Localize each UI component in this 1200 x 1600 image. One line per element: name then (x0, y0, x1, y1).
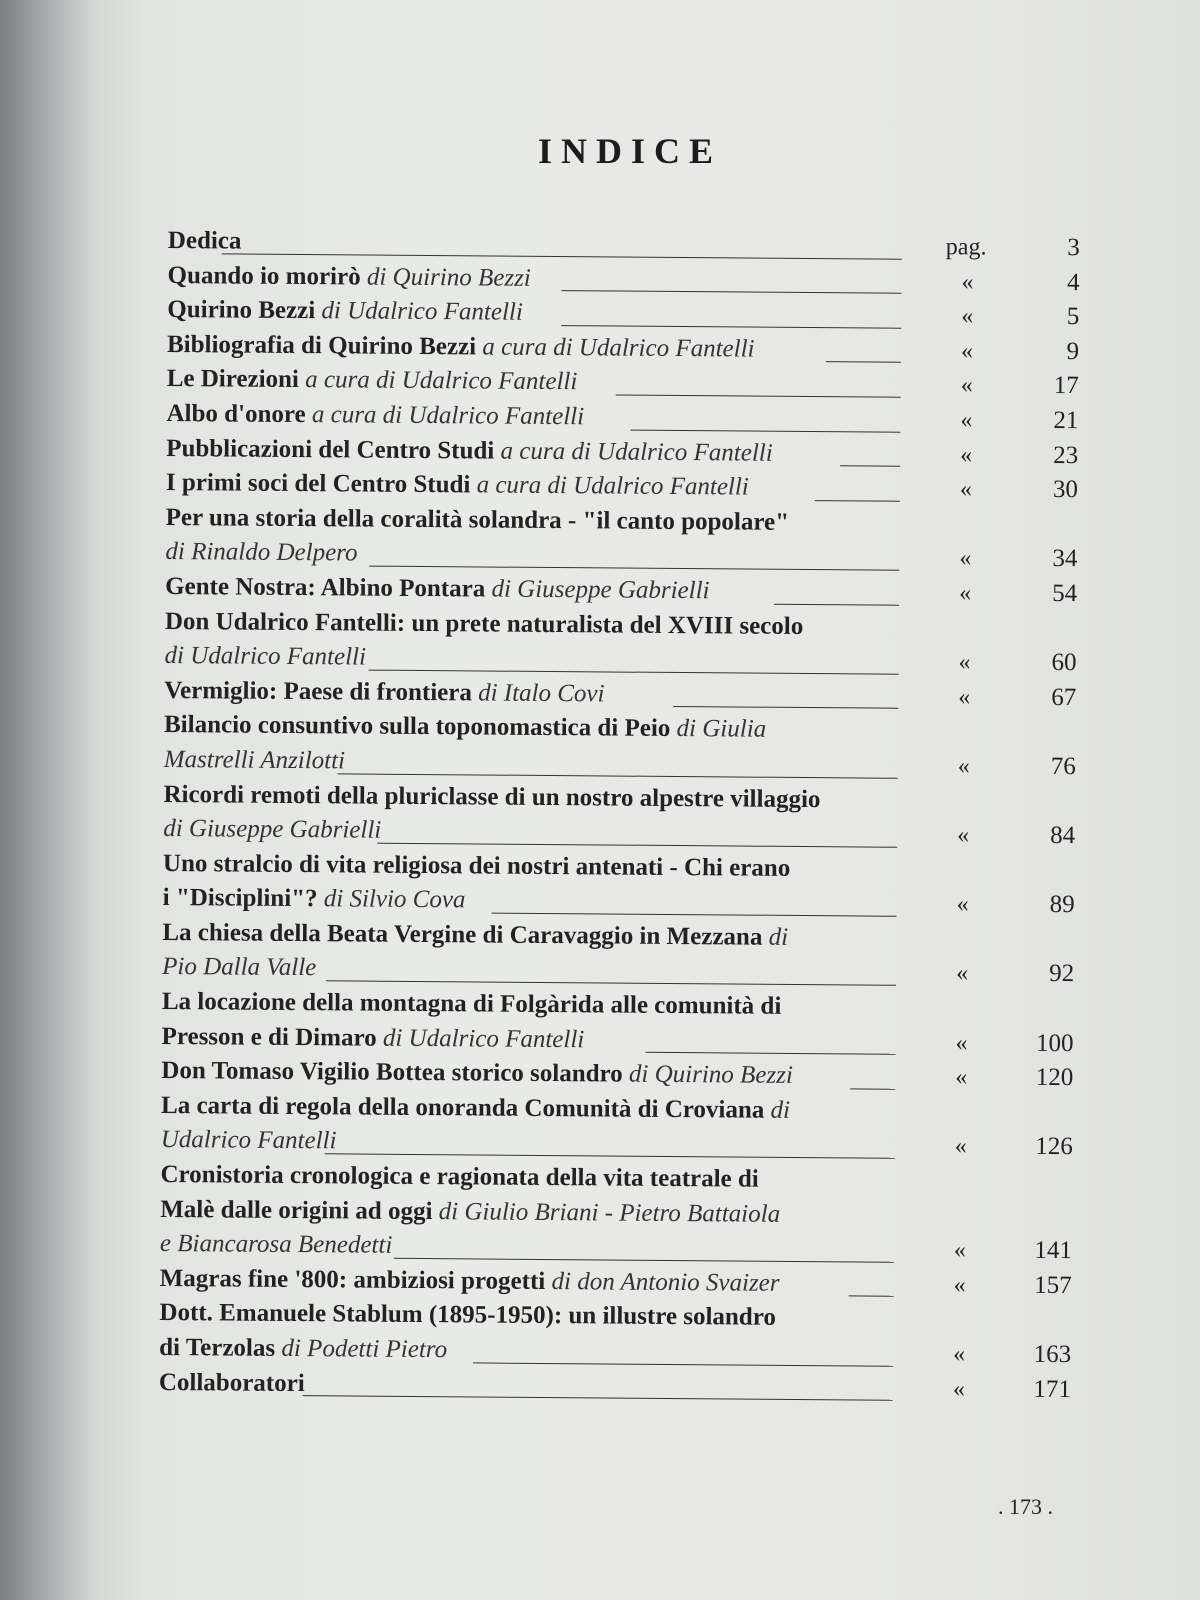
page-ref-label: « (953, 1237, 967, 1264)
page-ref-number: 34 (1052, 545, 1078, 573)
toc-entry-line (159, 1366, 1071, 1408)
toc-entry-author: Udalrico Fantelli (160, 1126, 337, 1155)
page-ref-label: pag. (945, 234, 987, 261)
toc-entry-author: di Italo Covi (478, 679, 605, 708)
toc-entry-author: e Biancarosa Benedetti (159, 1230, 393, 1260)
page-ref-label: « (957, 822, 970, 849)
page-ref-number: 3 (1067, 234, 1080, 262)
page-ref-label: « (958, 683, 971, 711)
page-ref-label: « (960, 372, 973, 399)
leader-line (646, 1052, 896, 1055)
toc-entry (159, 1296, 1072, 1372)
leader-line (492, 912, 897, 916)
page-ref-number: 67 (1051, 683, 1077, 711)
leader-line (840, 465, 900, 466)
toc-entry-author: di Silvio Cova (323, 885, 466, 914)
toc-entry-title: Presson e di Dimaro (161, 1022, 384, 1052)
page-ref-label: « (953, 1341, 966, 1368)
leader-line (616, 394, 901, 397)
leader-line (325, 1153, 895, 1158)
toc-entry-title: Gente Nostra: Albino Pontara (165, 572, 492, 603)
page-ref-label: « (955, 1064, 968, 1091)
page-ref-label: « (959, 545, 972, 572)
leader-line (473, 1362, 893, 1366)
leader-line (377, 842, 897, 847)
toc-entry-author: Pio Dalla Valle (162, 953, 317, 982)
toc-entry-title: Malè dalle origini ad oggi (160, 1195, 439, 1225)
toc-entry (162, 916, 1075, 992)
leader-line (303, 1395, 893, 1401)
toc-entry-author: di Rinaldo Delpero (165, 538, 358, 567)
page-ref-number: 5 (1066, 303, 1080, 331)
toc-entry (159, 1366, 1071, 1408)
toc-entry-author: di (768, 923, 789, 951)
toc-entry-title: Vermiglio: Paese di frontiera (164, 676, 479, 707)
toc-entry-title: Dott. Emanuele Stablum (1895-1950): un illustre solandro (159, 1299, 777, 1332)
page-ref-number: 76 (1050, 752, 1076, 781)
page-ref-number: 9 (1066, 337, 1080, 365)
toc-entry-title: La carta di regola della onoranda Comunità di Croviana (160, 1091, 771, 1124)
page-ref (944, 472, 1078, 508)
leader-line (561, 325, 901, 329)
toc-entry-author: di Udalrico Fantelli (164, 642, 367, 671)
toc-entry-title: di Terzolas (159, 1333, 282, 1362)
page-ref-number: 171 (1033, 1375, 1071, 1403)
page-ref (946, 230, 1080, 266)
page-ref (945, 265, 1079, 301)
page-ref-number: 21 (1053, 406, 1079, 435)
page-ref (942, 645, 1076, 681)
leader-line (774, 603, 899, 605)
page-ref-number: 100 (1035, 1029, 1074, 1057)
toc-entry-title: Dedica (167, 226, 242, 255)
leader-line (815, 500, 900, 502)
page-ref (945, 334, 1079, 370)
leader-line (369, 669, 899, 674)
toc-entry-title: Collaboratori (158, 1368, 305, 1397)
page-ref-label: « (952, 1375, 965, 1402)
page-ref (941, 818, 1075, 854)
toc-entry (165, 501, 1078, 577)
page-ref (939, 1026, 1073, 1062)
table-of-contents (159, 224, 1080, 1407)
page-ref (944, 438, 1078, 474)
page-title: INDICE (538, 131, 723, 171)
toc-entry-title: Don Tomaso Vigilio Bottea storico solandro (161, 1057, 630, 1088)
page-ref-number: 126 (1035, 1133, 1073, 1161)
page-ref (938, 1268, 1072, 1304)
page-ref-label: « (954, 1133, 967, 1160)
toc-entry-author: di Giulia (676, 715, 767, 744)
page-ref (941, 887, 1075, 923)
toc-entry-author: a cura di Udalrico Fantelli (311, 401, 585, 431)
page-ref-number: 60 (1051, 649, 1077, 677)
toc-entry (163, 847, 1076, 923)
toc-entry-title: Bibliografia di Quirino Bezzi (166, 330, 483, 361)
leader-line (394, 1258, 894, 1263)
page-ref-number: 54 (1052, 579, 1078, 608)
toc-entry-title: Pubblicazioni del Centro Studi (166, 434, 501, 465)
page-ref-label: « (958, 649, 971, 676)
toc-entry-author: di Giuseppe Gabrielli (491, 575, 710, 605)
book-spine (0, 0, 100, 1600)
page-ref-label: « (961, 268, 974, 295)
toc-entry-author: Mastrelli Anzilotti (163, 745, 346, 775)
toc-entry-title: La chiesa della Beata Vergine di Caravaggio in Mezzana (162, 918, 769, 951)
page-ref-number: 92 (1049, 960, 1075, 988)
page-ref-label: « (956, 891, 969, 918)
toc-entry-title: Bilancio consuntivo sulla toponomastica di Peio (163, 711, 677, 743)
page-ref (945, 368, 1079, 404)
toc-entry-author: a cura di Udalrico Fantelli (476, 471, 749, 501)
toc-entry-title: Ricordi remoti della pluriclasse di un nostro alpestre villaggio (163, 780, 821, 813)
page-ref (942, 749, 1076, 785)
toc-entry-title: Quirino Bezzi (167, 296, 322, 325)
toc-entry-author: a cura di Udalrico Fantelli (482, 333, 755, 363)
leader-line (222, 253, 902, 259)
page-ref (940, 957, 1074, 993)
page-ref (943, 541, 1077, 577)
page-ref-label: « (960, 338, 974, 365)
page-ref-number: 89 (1049, 891, 1075, 919)
toc-entry (163, 777, 1076, 853)
toc-entry-title: Don Udalrico Fantelli: un prete naturalista del XVIII secolo (164, 607, 804, 640)
page-ref-label: « (953, 1272, 966, 1299)
page-ref-number: 120 (1035, 1064, 1074, 1092)
leader-line (850, 1088, 895, 1089)
page-ref-number: 17 (1053, 372, 1079, 400)
toc-entry-author: di Quirino Bezzi (628, 1060, 793, 1090)
leader-line (561, 290, 901, 294)
page-ref-label: « (955, 1029, 968, 1056)
page-ref-label: « (956, 960, 969, 987)
page-ref (939, 1130, 1073, 1166)
toc-entry-title: La locazione della montagna di Folgàrida alle comunità di (161, 988, 782, 1020)
toc-entry-title: i "Disciplini"? (162, 884, 324, 913)
page-ref-number: 157 (1034, 1271, 1072, 1299)
toc-entry-author: di Udalrico Fantelli (382, 1024, 585, 1053)
toc-entry-title: Quando io morirò (167, 261, 368, 291)
leader-line (826, 362, 901, 364)
toc-entry (160, 1158, 1073, 1269)
toc-entry (161, 1089, 1074, 1165)
page-ref-number: 84 (1050, 822, 1076, 850)
page-ref-number: 141 (1034, 1237, 1073, 1265)
toc-entry-author: di don Antonio Svaizer (551, 1267, 780, 1297)
toc-entry-author: a cura di Udalrico Fantelli (305, 366, 578, 396)
toc-entry (161, 985, 1074, 1061)
page-ref (942, 680, 1076, 716)
leader-line (326, 980, 896, 985)
page-number-footer: . 173 . (998, 1494, 1053, 1519)
toc-entry (164, 605, 1077, 681)
toc-entry-author: di (770, 1096, 791, 1124)
toc-entry (164, 708, 1077, 784)
page-ref-label: « (959, 476, 973, 503)
page-ref (937, 1372, 1071, 1408)
leader-line (673, 706, 898, 709)
page-ref-label: « (957, 753, 970, 780)
page-ref-number: 4 (1066, 268, 1080, 296)
toc-entry-author: di Podetti Pietro (281, 1334, 448, 1364)
page-ref (937, 1337, 1071, 1373)
page-ref-label: « (960, 407, 973, 434)
leader-line (849, 1296, 894, 1297)
page-ref-label: « (961, 303, 974, 330)
toc-entry-author: di Giuseppe Gabrielli (163, 815, 382, 844)
leader-line (369, 566, 899, 571)
page-ref (939, 1060, 1073, 1096)
toc-entry-author: a cura di Udalrico Fantelli (500, 437, 773, 467)
page-ref (945, 299, 1079, 335)
toc-entry-title: Per una storia della coralità solandra - "il canto popolare" (165, 503, 790, 536)
page-ref-label: « (959, 580, 972, 607)
page-ref-number: 163 (1033, 1340, 1072, 1369)
page-ref-label: « (960, 441, 973, 468)
page-ref-number: 30 (1052, 476, 1079, 504)
toc-entry-title: Cronistoria cronologica e ragionata della vita teatrale di (160, 1161, 759, 1193)
toc-entry-author: di Quirino Bezzi (366, 263, 531, 292)
page-ref (944, 403, 1078, 439)
toc-entry-title: Uno stralcio di vita religiosa dei nostri antenati - Chi erano (162, 849, 791, 882)
toc-entry-author: di Udalrico Fantelli (321, 297, 523, 326)
page-ref (943, 576, 1077, 612)
page-ref (938, 1233, 1072, 1269)
toc-entry-title: Magras fine '800: ambiziosi progetti (159, 1264, 552, 1295)
leader-line (338, 773, 898, 778)
toc-entry-title: Le Direzioni (166, 365, 306, 394)
toc-entry-author: di Giulio Briani - Pietro Battaiola (438, 1197, 781, 1228)
toc-entry-title: Albo d'onore (166, 399, 313, 429)
leader-line (630, 429, 900, 432)
page-ref-number: 23 (1053, 441, 1079, 469)
toc-entry-title: I primi soci del Centro Studi (165, 469, 477, 499)
